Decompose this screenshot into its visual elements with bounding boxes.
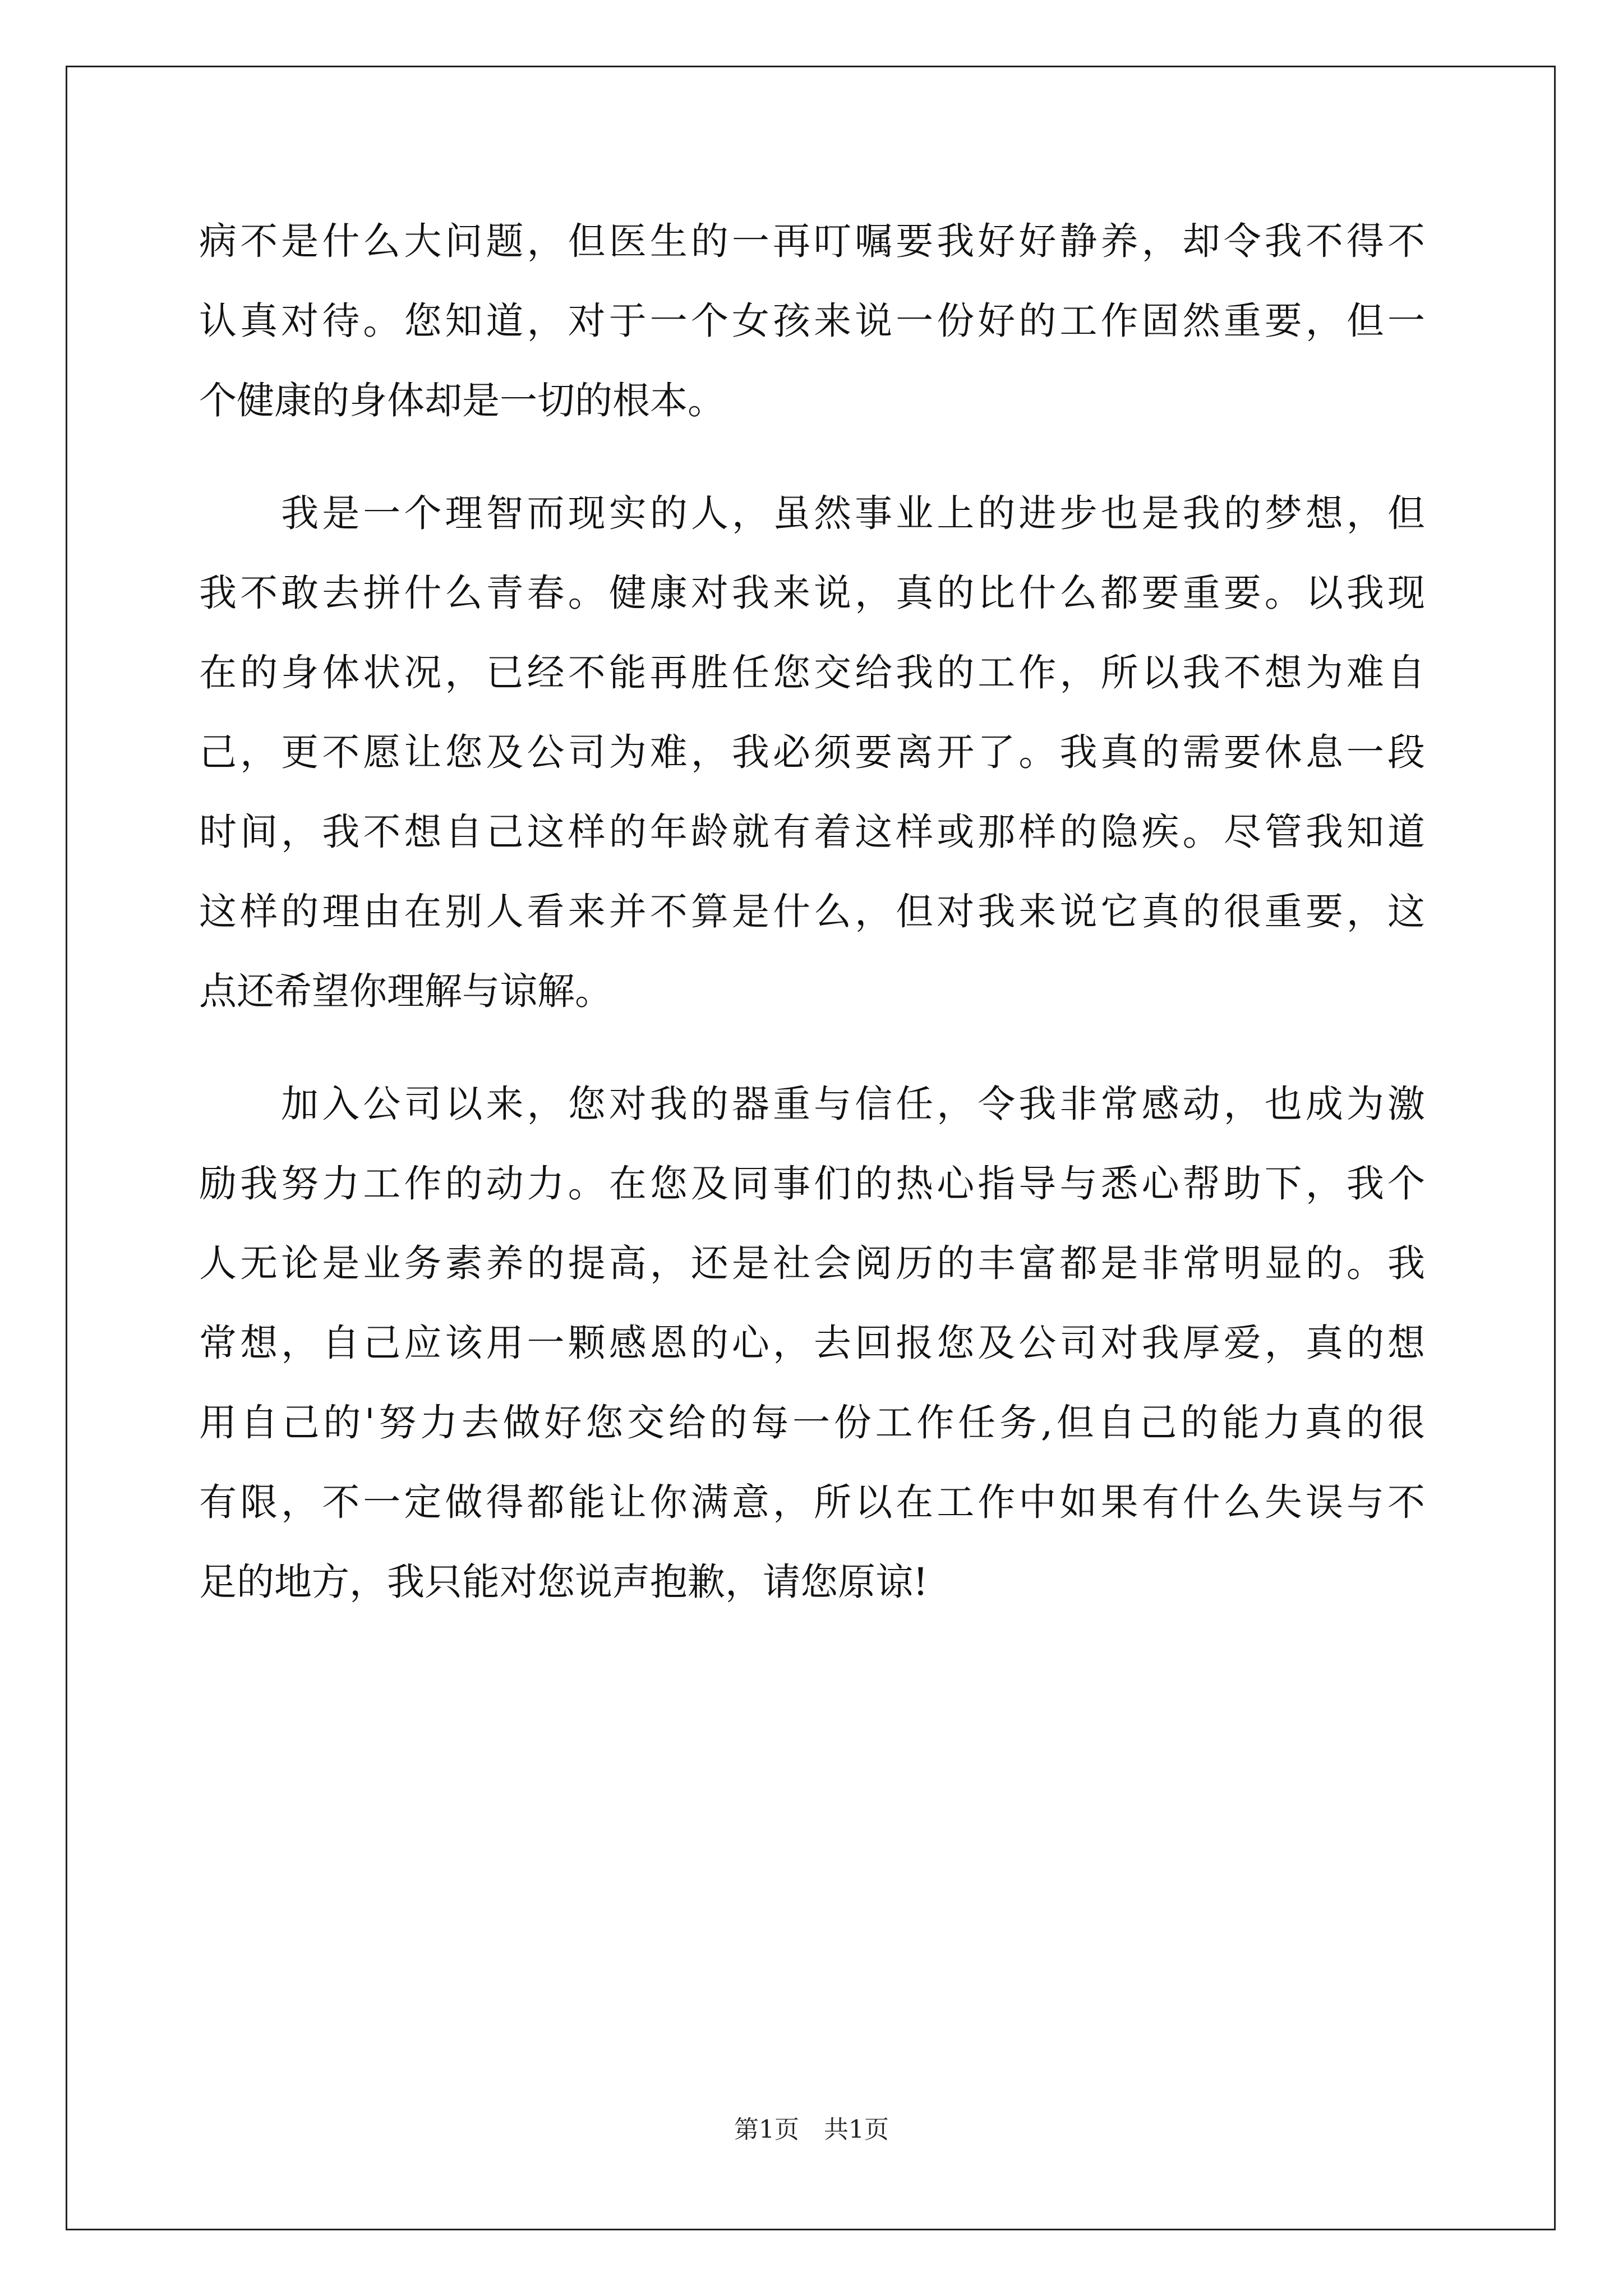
text-line-9: 这样的理由在别人看来并不算是什么，但对我来说它真的很重要，这	[199, 890, 1425, 933]
text-line-15: 用自己的'努力去做好您交给的每一份工作任务,但自己的能力真的很	[199, 1401, 1425, 1444]
text-line-11: 加入公司以来，您对我的器重与信任，令我非常感动，也成为激	[199, 1082, 1425, 1126]
text-line-8: 时间，我不想自己这样的年龄就有着这样或那样的隐疾。尽管我知道	[199, 810, 1425, 854]
text-line-2: 认真对待。您知道，对于一个女孩来说一份好的工作固然重要，但一	[199, 299, 1425, 343]
text-line-17: 足的地方，我只能对您说声抱歉，请您原谅!	[199, 1560, 928, 1604]
text-line-5: 我不敢去拼什么青春。健康对我来说，真的比什么都要重要。以我现	[199, 571, 1425, 615]
text-line-7: 己，更不愿让您及公司为难，我必须要离开了。我真的需要休息一段	[199, 730, 1425, 774]
text-line-3: 个健康的身体却是一切的根本。	[199, 379, 725, 422]
page-number-footer: 第1页 共1页	[734, 2115, 889, 2144]
text-line-6: 在的身体状况，已经不能再胜任您交给我的工作，所以我不想为难自	[199, 651, 1425, 694]
text-line-1: 病不是什么大问题，但医生的一再叮嘱要我好好静养，却令我不得不	[199, 219, 1425, 263]
text-line-16: 有限，不一定做得都能让你满意，所以在工作中如果有什么失误与不	[199, 1480, 1425, 1524]
text-line-13: 人无论是业务素养的提高，还是社会阅历的丰富都是非常明显的。我	[199, 1241, 1425, 1285]
text-line-10: 点还希望你理解与谅解。	[199, 969, 612, 1013]
text-line-4: 我是一个理智而现实的人，虽然事业上的进步也是我的梦想，但	[199, 491, 1425, 535]
text-line-12: 励我努力工作的动力。在您及同事们的热心指导与悉心帮助下，我个	[199, 1162, 1425, 1205]
text-line-14: 常想，自己应该用一颗感恩的心，去回报您及公司对我厚爱，真的想	[199, 1321, 1425, 1365]
